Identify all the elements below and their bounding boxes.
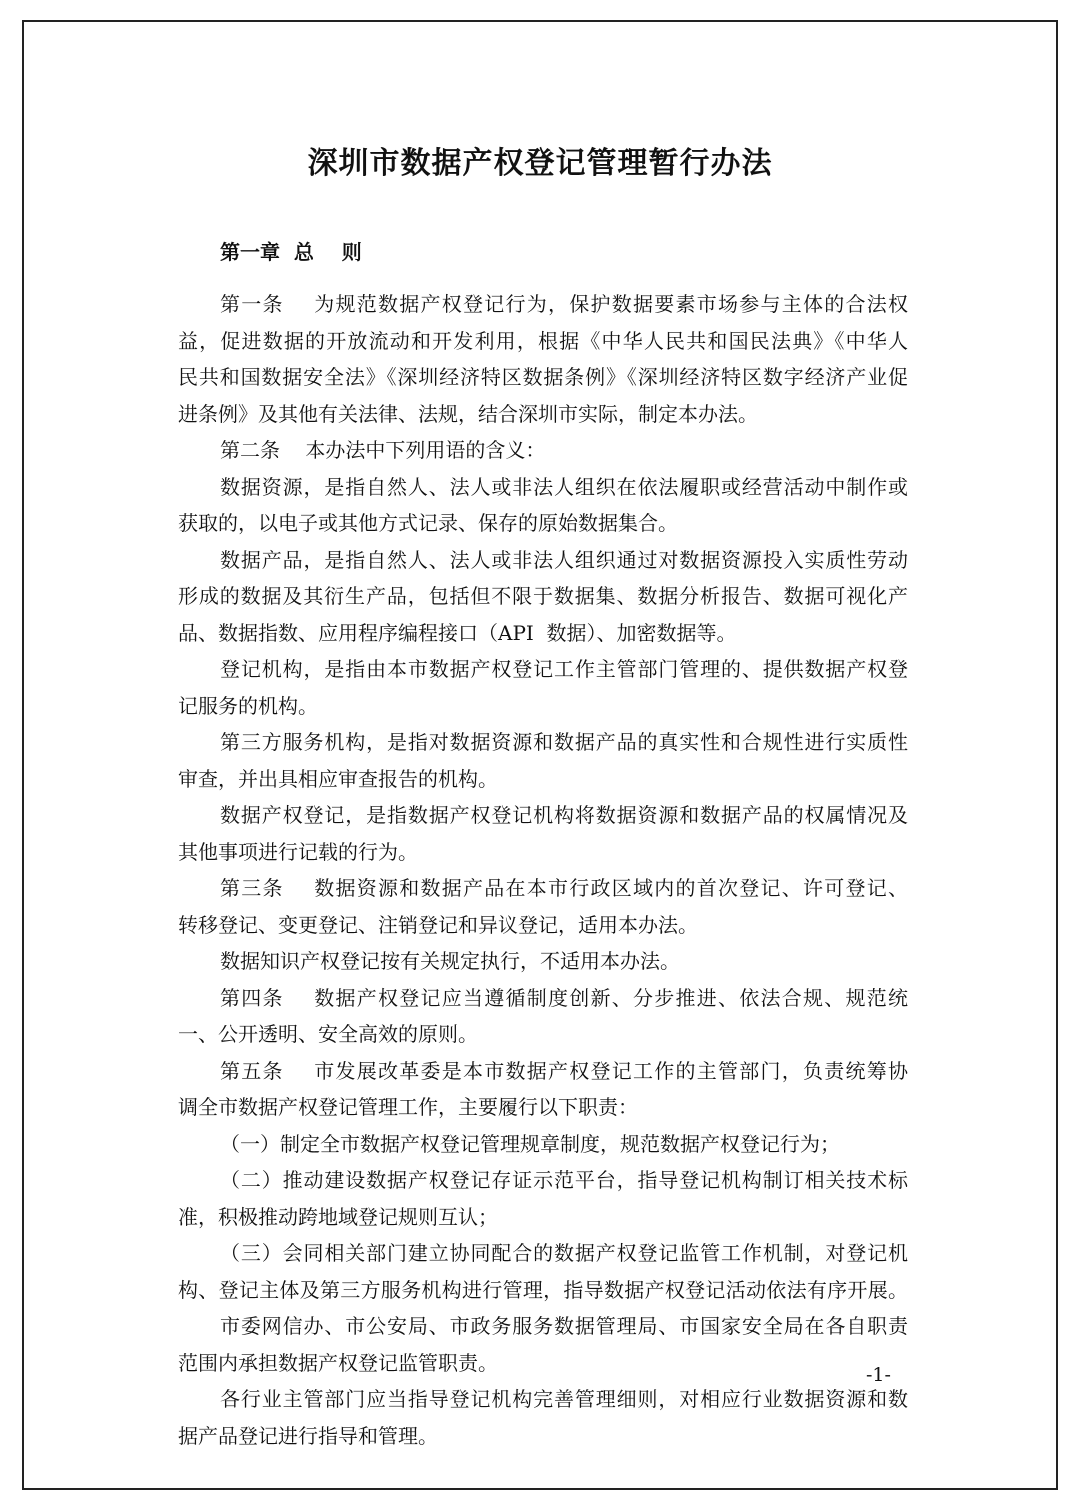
document-title: 深圳市数据产权登记管理暂行办法 xyxy=(307,146,773,181)
text-line: （三）会同相关部门建立协同配合的数据产权登记监管工作机制，对登记机 xyxy=(220,1241,908,1265)
text-line: 准，积极推动跨地域登记规则互认； xyxy=(178,1204,498,1229)
text-line: 第四条 数据产权登记应当遵循制度创新、分步推进、依法合规、规范统 xyxy=(220,985,908,1010)
text-line: 第三条 数据资源和数据产品在本市行政区域内的首次登记、许可登记、 xyxy=(220,876,908,900)
text-line: （二）推动建设数据产权登记存证示范平台，指导登记机构制订相关技术标 xyxy=(220,1168,908,1192)
document-body xyxy=(178,286,908,1454)
text-line: 登记机构，是指由本市数据产权登记工作主管部门管理的、提供数据产权登 xyxy=(220,657,908,681)
text-line: 第五条 市发展改革委是本市数据产权登记工作的主管部门，负责统筹协 xyxy=(220,1058,908,1083)
text-line: 民共和国数据安全法》《深圳经济特区数据条例》《深圳经济特区数字经济产业促 xyxy=(178,365,908,389)
text-line: 第二条 本办法中下列用语的含义： xyxy=(220,438,546,462)
text-line: 第一条 为规范数据产权登记行为，保护数据要素市场参与主体的合法权 xyxy=(220,292,908,316)
text-line: 构、登记主体及第三方服务机构进行管理，指导数据产权登记活动依法有序开展。 xyxy=(178,1277,908,1302)
text-line: 数据产品，是指自然人、法人或非法人组织通过对数据资源投入实质性劳动 xyxy=(220,547,908,572)
text-line: 获取的，以电子或其他方式记录、保存的原始数据集合。 xyxy=(178,511,678,535)
text-line: 数据资源，是指自然人、法人或非法人组织在依法履职或经营活动中制作或 xyxy=(220,474,908,499)
text-line: 形成的数据及其衍生产品，包括但不限于数据集、数据分析报告、数据可视化产 xyxy=(178,584,908,608)
text-line: 第三方服务机构，是指对数据资源和数据产品的真实性和合规性进行实质性 xyxy=(220,730,908,754)
text-line: 各行业主管部门应当指导登记机构完善管理细则，对相应行业数据资源和数 xyxy=(220,1387,908,1411)
text-line: 品、数据指数、应用程序编程接口（API 数据）、加密数据等。 xyxy=(178,620,737,645)
text-line: 一、公开透明、安全高效的原则。 xyxy=(178,1022,478,1046)
chapter-heading: 第一章 总 则 xyxy=(220,240,362,264)
text-line: 数据知识产权登记按有关规定执行，不适用本办法。 xyxy=(220,949,680,973)
text-line: 其他事项进行记载的行为。 xyxy=(178,839,418,864)
text-line: 范围内承担数据产权登记监管职责。 xyxy=(178,1350,498,1375)
text-line: （一）制定全市数据产权登记管理规章制度，规范数据产权登记行为； xyxy=(220,1131,840,1156)
text-line: 进条例》及其他有关法律、法规，结合深圳市实际，制定本办法。 xyxy=(178,401,758,426)
text-line: 调全市数据产权登记管理工作，主要履行以下职责： xyxy=(178,1095,638,1119)
text-line: 转移登记、变更登记、注销登记和异议登记，适用本办法。 xyxy=(178,912,698,937)
text-line: 审查，并出具相应审查报告的机构。 xyxy=(178,766,498,791)
text-line: 数据产权登记，是指数据产权登记机构将数据资源和数据产品的权属情况及 xyxy=(220,803,908,827)
text-line: 据产品登记进行指导和管理。 xyxy=(178,1423,438,1448)
text-line: 益，促进数据的开放流动和开发利用，根据《中华人民共和国民法典》《中华人 xyxy=(178,328,908,353)
text-line: 记服务的机构。 xyxy=(178,693,318,718)
text-line: 市委网信办、市公安局、市政务服务数据管理局、市国家安全局在各自职责 xyxy=(220,1314,908,1338)
page-number: -1- xyxy=(866,1364,891,1386)
